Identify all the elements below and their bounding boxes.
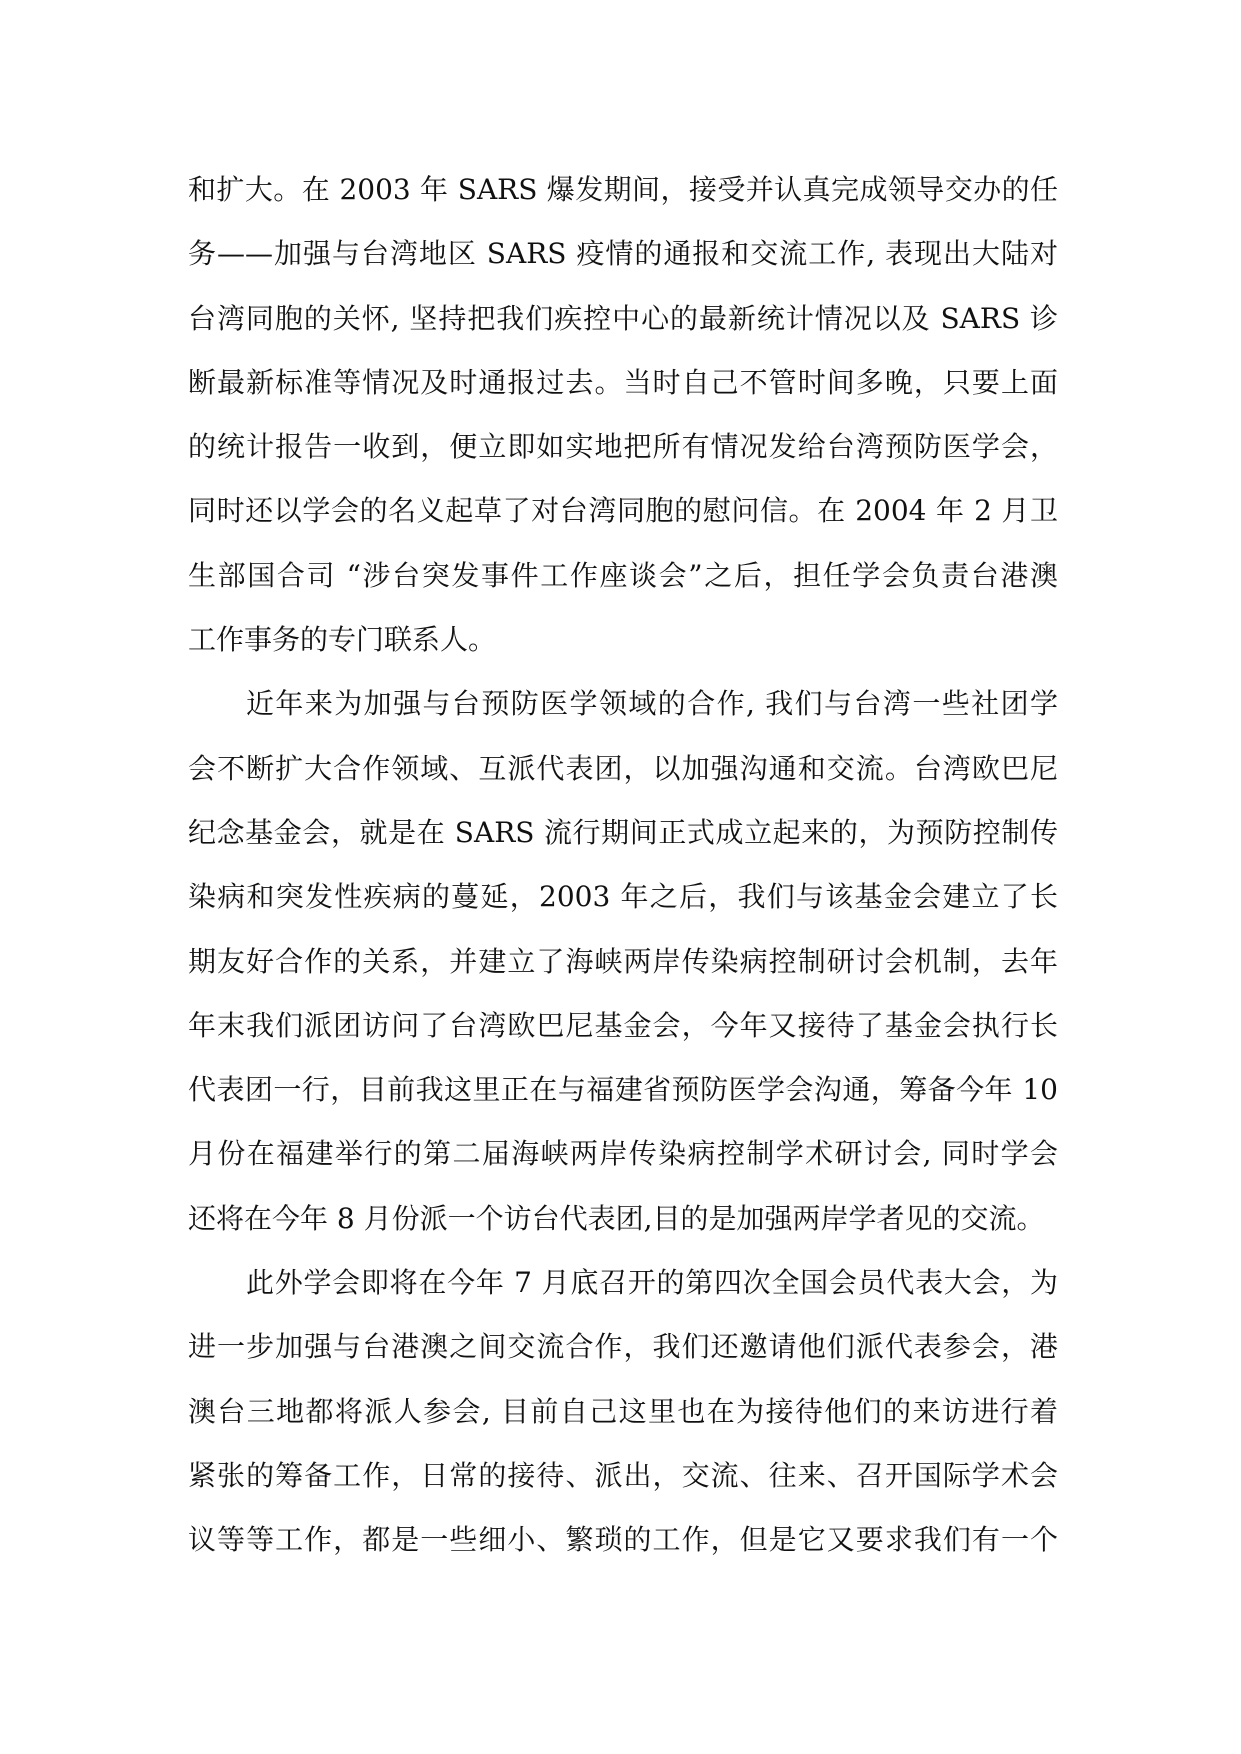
text-line: 此外学会即将在今年 7 月底召开的第四次全国会员代表大会，为 <box>246 1266 1058 1300</box>
text-line: 还将在今年 8 月份派一个访台代表团,目的是加强两岸学者见的交流。 <box>188 1201 1045 1235</box>
paragraph-1 <box>188 158 1058 672</box>
text-line: 染病和突发性疾病的蔓延，2003 年之后，我们与该基金会建立了长 <box>188 880 1058 914</box>
text-line: 生部国合司 “涉台突发事件工作座谈会”之后，担任学会负责台港澳 <box>188 558 1058 592</box>
text-line: 紧张的筹备工作，日常的接待、派出，交流、往来、召开国际学术会 <box>188 1458 1058 1492</box>
document-body <box>188 158 1058 1573</box>
text-line: 务——加强与台湾地区 SARS 疫情的通报和交流工作, 表现出大陆对 <box>188 237 1058 271</box>
text-line: 月份在福建举行的第二届海峡两岸传染病控制学术研讨会, 同时学会 <box>188 1137 1058 1171</box>
text-line: 的统计报告一收到，便立即如实地把所有情况发给台湾预防医学会， <box>188 430 1058 464</box>
text-line: 和扩大。在 2003 年 SARS 爆发期间，接受并认真完成领导交办的任 <box>188 173 1058 206</box>
text-line: 台湾同胞的关怀, 坚持把我们疾控中心的最新统计情况以及 SARS 诊 <box>188 301 1058 335</box>
text-line: 断最新标准等情况及时通报过去。当时自己不管时间多晚，只要上面 <box>188 365 1058 399</box>
paragraph-3 <box>188 1251 1058 1572</box>
text-line: 工作事务的专门联系人。 <box>188 623 497 657</box>
paragraph-2 <box>188 672 1058 1251</box>
text-line: 进一步加强与台港澳之间交流合作，我们还邀请他们派代表参会，港 <box>188 1330 1058 1364</box>
text-line: 近年来为加强与台预防医学领域的合作, 我们与台湾一些社团学 <box>246 687 1058 721</box>
text-line: 会不断扩大合作领域、互派代表团，以加强沟通和交流。台湾欧巴尼 <box>188 751 1058 785</box>
text-line: 期友好合作的关系，并建立了海峡两岸传染病控制研讨会机制，去年 <box>188 944 1058 978</box>
text-line: 纪念基金会，就是在 SARS 流行期间正式成立起来的，为预防控制传 <box>188 815 1058 849</box>
text-line: 年末我们派团访问了台湾欧巴尼基金会，今年又接待了基金会执行长 <box>188 1008 1058 1042</box>
text-line: 议等等工作，都是一些细小、繁琐的工作，但是它又要求我们有一个 <box>188 1523 1058 1557</box>
text-line: 澳台三地都将派人参会, 目前自己这里也在为接待他们的来访进行着 <box>188 1394 1058 1428</box>
text-line: 代表团一行，目前我这里正在与福建省预防医学会沟通，筹备今年 10 <box>188 1073 1058 1107</box>
text-line: 同时还以学会的名义起草了对台湾同胞的慰问信。在 2004 年 2 月卫 <box>188 494 1058 528</box>
